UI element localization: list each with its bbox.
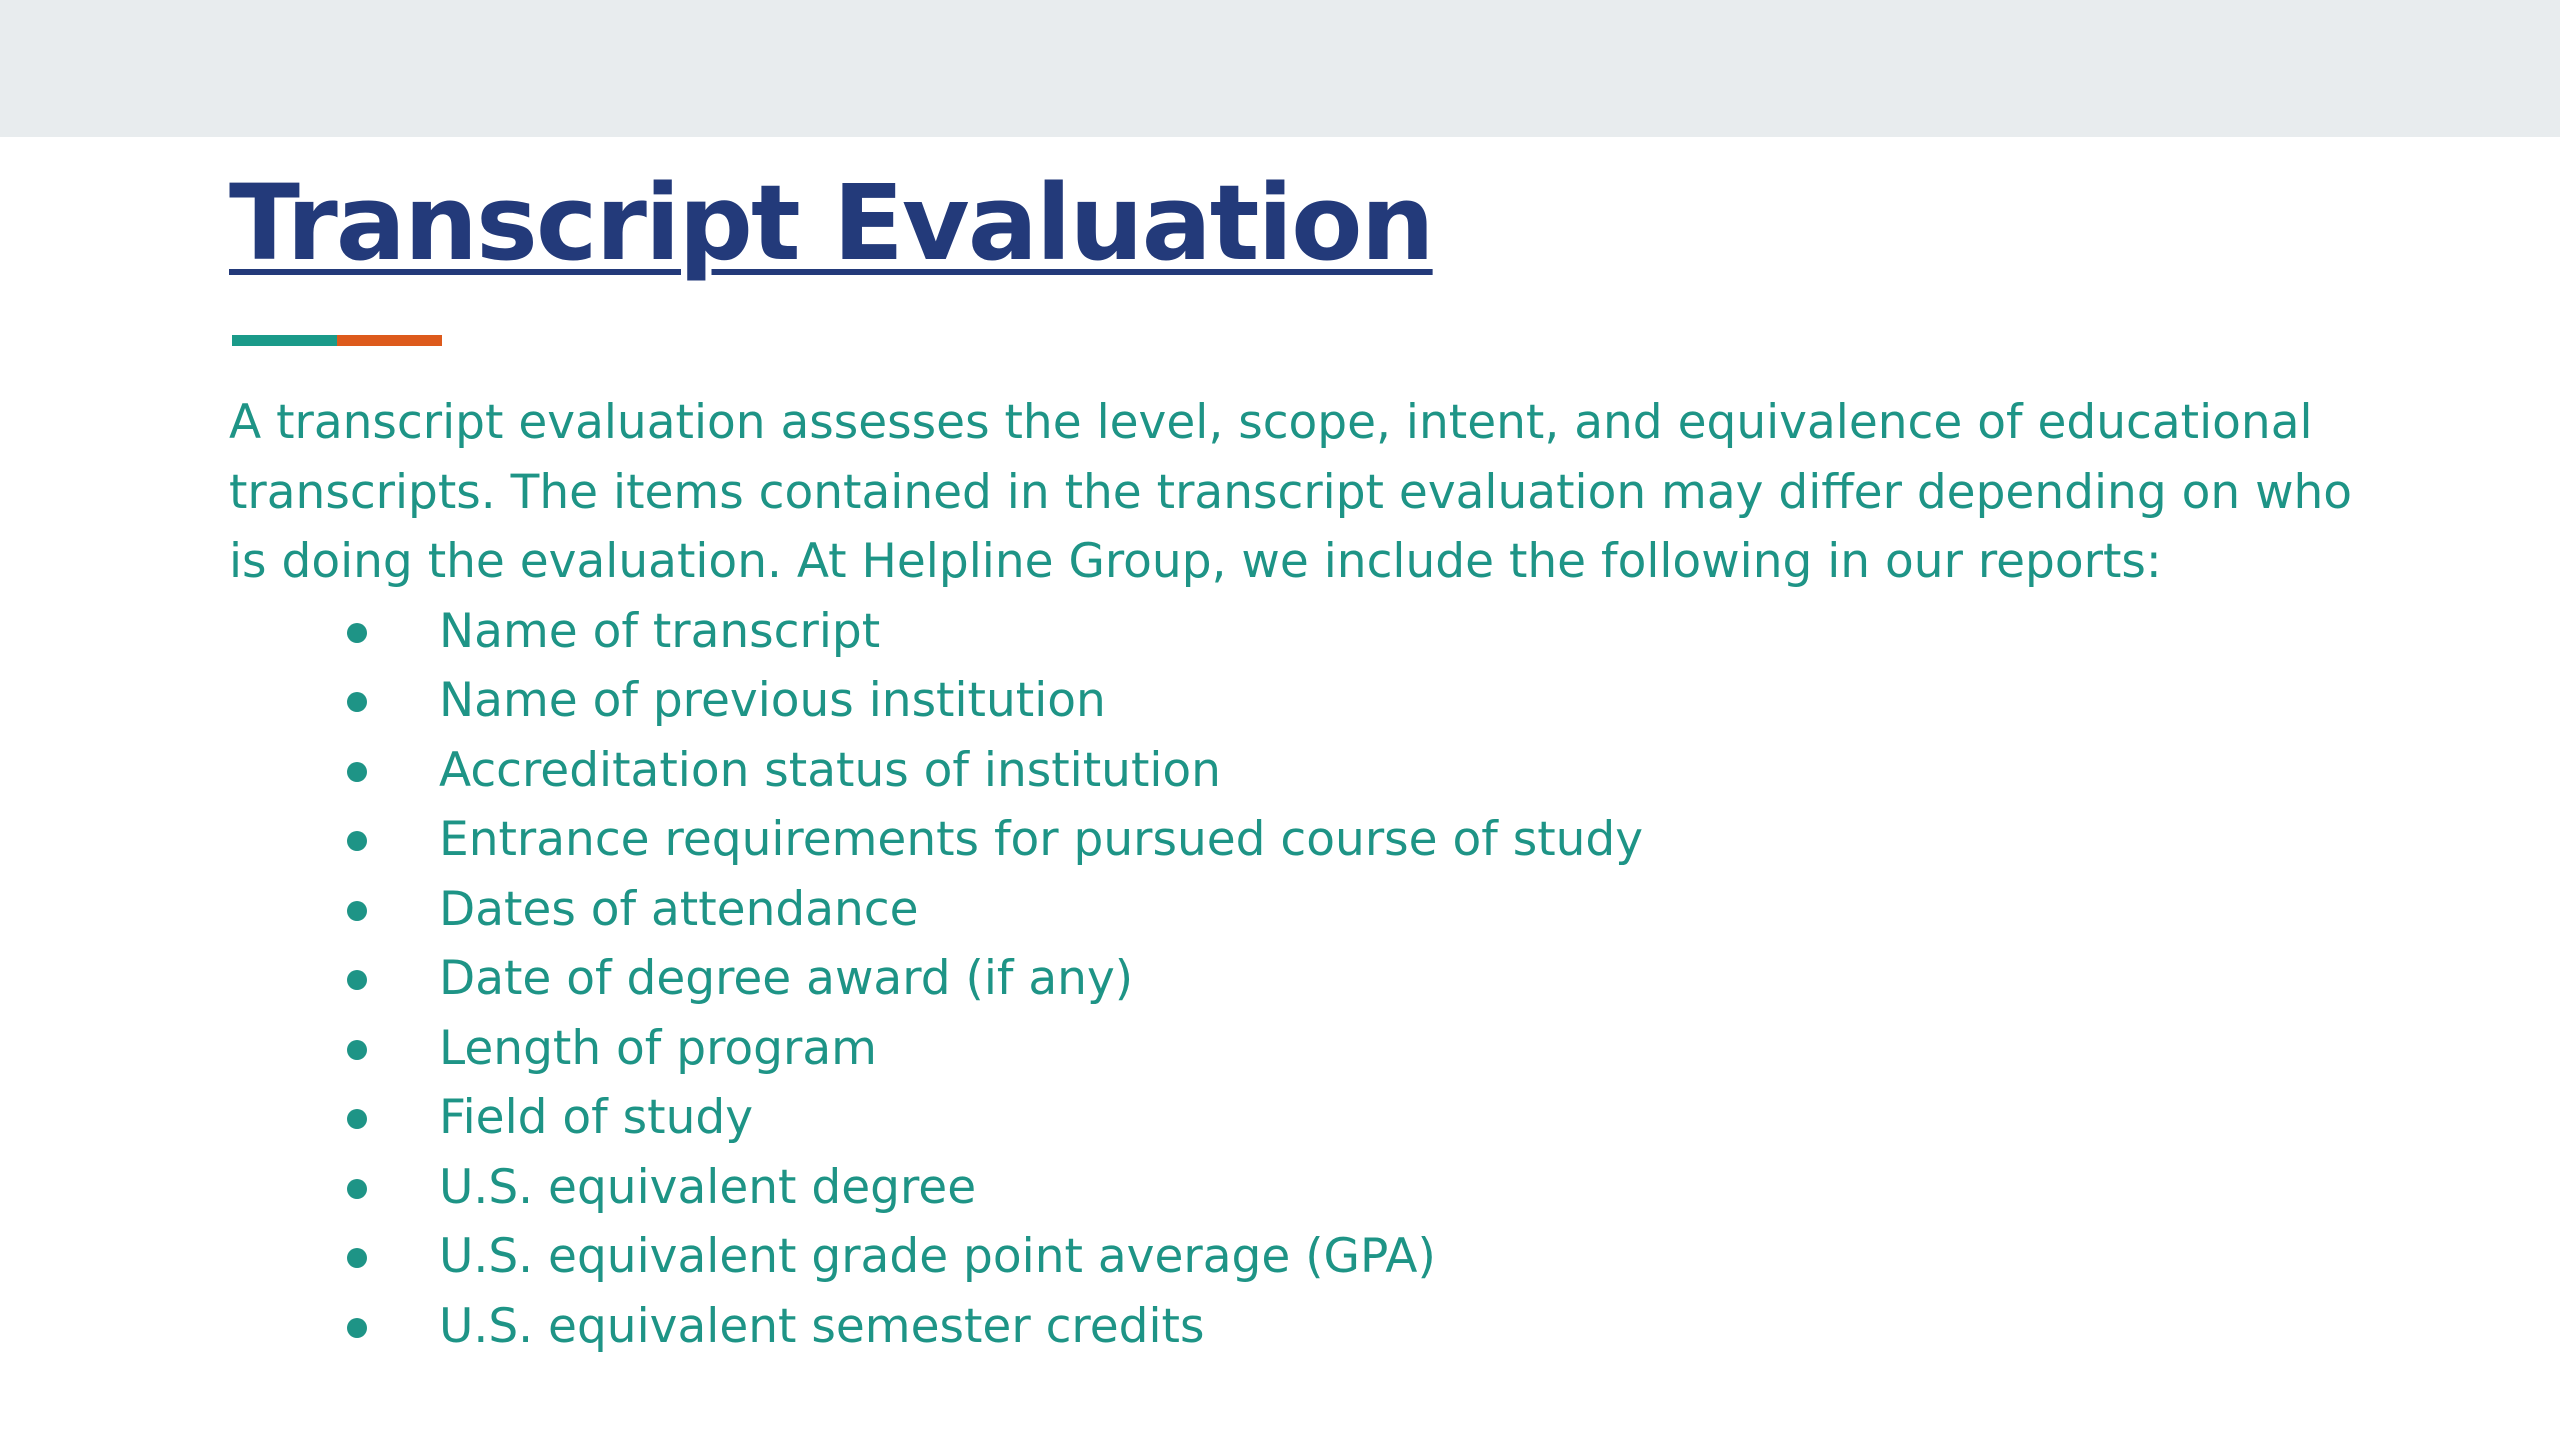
bullet-item: [229, 736, 2379, 806]
bullet-list: [229, 597, 2379, 1362]
header-band: [0, 0, 2560, 137]
bullet-dot-icon: [347, 831, 367, 851]
bullet-item: [229, 1222, 2379, 1292]
bullet-text: Name of previous institution: [439, 673, 1106, 728]
bullet-text: Length of program: [439, 1020, 877, 1076]
bullet-text: U.S. equivalent grade point average (GPA): [439, 1229, 1436, 1284]
bullet-dot-icon: [347, 1179, 367, 1199]
bullet-text: U.S. equivalent semester credits: [439, 1298, 1205, 1354]
bullet-text: U.S. equivalent degree: [439, 1159, 977, 1215]
bullet-dot-icon: [347, 970, 367, 990]
accent-divider-teal: [232, 335, 337, 346]
bullet-text: Accreditation status of institution: [439, 742, 1221, 798]
slide-title[interactable]: Transcript Evaluation: [229, 162, 1433, 284]
bullet-text: Entrance requirements for pursued course of study: [439, 812, 1644, 867]
bullet-dot-icon: [347, 692, 367, 712]
bullet-text: Date of degree award (if any): [439, 951, 1134, 1006]
bullet-item: [229, 666, 2379, 736]
bullet-dot-icon: [347, 1248, 367, 1268]
bullet-dot-icon: [347, 1109, 367, 1129]
bullet-item: [229, 944, 2379, 1014]
bullet-text: Dates of attendance: [439, 881, 919, 937]
bullet-item: [229, 1083, 2379, 1153]
bullet-text: Name of transcript: [439, 603, 881, 659]
bullet-item: [229, 805, 2379, 875]
bullet-dot-icon: [347, 1040, 367, 1060]
bullet-dot-icon: [347, 1318, 367, 1338]
slide-body: [229, 388, 2379, 1361]
bullet-item: [229, 597, 2379, 667]
bullet-item: [229, 1292, 2379, 1362]
accent-divider: [232, 335, 442, 346]
bullet-dot-icon: [347, 623, 367, 643]
bullet-item: [229, 1014, 2379, 1084]
bullet-text: Field of study: [439, 1090, 754, 1145]
intro-paragraph: A transcript evaluation assesses the level, scope, intent, and equivalence of educational transcripts. The items contained in the transcript evaluation may differ depending on who is doing the evaluation. At Helpline Group, we include the following in our reports:: [229, 395, 2353, 589]
bullet-item: [229, 1153, 2379, 1223]
bullet-dot-icon: [347, 762, 367, 782]
bullet-dot-icon: [347, 901, 367, 921]
accent-divider-orange: [337, 335, 442, 346]
bullet-item: [229, 875, 2379, 945]
